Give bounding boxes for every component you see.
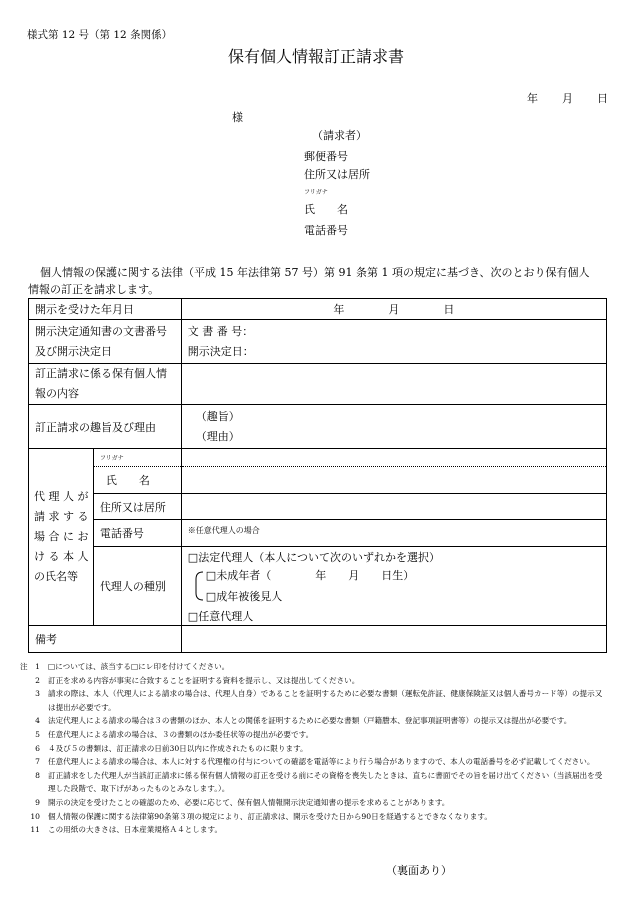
info-label-line: 訂正請求に係る保有個人情 bbox=[35, 367, 167, 380]
minor-checkbox[interactable]: □未成年者（ 年 月 日生） bbox=[205, 569, 415, 582]
note-number: 6 bbox=[35, 743, 40, 753]
table-row bbox=[29, 405, 607, 449]
date-month: 月 bbox=[562, 92, 573, 105]
agent-label-line: の氏名等 bbox=[34, 570, 78, 583]
note-item bbox=[8, 823, 608, 837]
note-item bbox=[8, 714, 608, 728]
note-text: 請求の際は、本人（代理人による請求の場合は、代理人自身）であることを証明するために必要な書類（運転免許証、健康保険証又は個人番号カード等）の提示又は提出が必要です。 bbox=[48, 689, 603, 712]
agent-name-field[interactable] bbox=[181, 467, 606, 494]
info-content-field[interactable] bbox=[181, 364, 606, 405]
legal-agent-checkbox[interactable]: □法定代理人（本人について次のいずれかを選択） bbox=[187, 551, 440, 564]
voluntary-agent-checkbox[interactable]: □任意代理人 bbox=[187, 610, 254, 623]
agent-label-line: 代 理 人 が bbox=[34, 490, 89, 503]
agent-phone-label: 電話番号 bbox=[93, 520, 181, 547]
agent-phone-note[interactable]: ※任意代理人の場合 bbox=[181, 520, 606, 547]
table-row bbox=[29, 299, 607, 320]
table-row bbox=[29, 494, 607, 520]
notice-label bbox=[29, 320, 182, 364]
note-item bbox=[8, 742, 608, 756]
notice-label-line: 及び開示決定日 bbox=[35, 344, 112, 358]
note-number: 3 bbox=[35, 689, 40, 699]
table-row bbox=[29, 320, 607, 364]
note-item bbox=[8, 796, 608, 810]
table-row bbox=[29, 520, 607, 547]
notes-list bbox=[8, 660, 608, 837]
note-text: 訂正請求をした代理人が当該訂正請求に係る保有個人情報の訂正を受ける前にその資格を喪失したときは、直ちに書面でその旨を届け出てください（当該届出を受理した段階で、取下げがあったものとみなします。）。 bbox=[48, 770, 603, 794]
agent-section-label bbox=[29, 449, 94, 626]
note-text: 訂正を求める内容が事実に合致することを証明する資料を提示し、又は提出してください。 bbox=[48, 675, 360, 685]
agent-label-line: 場 合 に お bbox=[34, 530, 89, 543]
phone-label: 電話番号 bbox=[304, 224, 348, 237]
decision-date-field: 開示決定日： bbox=[187, 344, 254, 358]
note-text: 任意代理人による請求の場合は、本人に対する代理権の付与についての確認を電話等により行う場合がありますので、本人の電話番号を必ず記載してください。 bbox=[48, 757, 595, 767]
note-number: 5 bbox=[35, 729, 40, 739]
request-form-table bbox=[28, 298, 607, 653]
reason-sub-label: （理由） bbox=[195, 429, 240, 443]
agent-address-field[interactable] bbox=[181, 494, 606, 520]
note-text: 法定代理人による請求の場合は３の書類のほか、本人との関係を証明するために必要な書類（戸籍謄本、登記事項証明書等）の提示又は提出が必要です。 bbox=[48, 716, 572, 726]
notice-fields[interactable] bbox=[181, 320, 606, 364]
info-label-line: 報の内容 bbox=[35, 387, 79, 400]
note-text: ４及び５の書類は、訂正請求の日前30日以内に作成されたものに限ります。 bbox=[48, 743, 308, 753]
table-row bbox=[29, 449, 607, 467]
note-number: 11 bbox=[30, 825, 40, 835]
remarks-label: 備考 bbox=[29, 626, 182, 653]
form-number: 様式第 12 号（第 12 条関係） bbox=[27, 29, 173, 41]
date-day: 日 bbox=[597, 92, 608, 105]
note-item bbox=[8, 674, 608, 688]
postal-code-label: 郵便番号 bbox=[304, 150, 348, 163]
reason-field[interactable] bbox=[181, 405, 606, 449]
date-year: 年 bbox=[527, 92, 538, 105]
requester-heading: （請求者） bbox=[312, 129, 367, 142]
note-text: 開示の決定を受けたことの確認のため、必要に応じて、保有個人情報開示決定通知書の提示を求めることがあります。 bbox=[48, 797, 450, 807]
table-row bbox=[29, 547, 607, 626]
agent-label-line: 請 求 す る bbox=[34, 510, 89, 523]
note-item bbox=[8, 728, 608, 742]
note-item bbox=[8, 660, 608, 674]
table-row bbox=[29, 364, 607, 405]
notice-label-line: 開示決定通知書の文書番号 bbox=[35, 324, 167, 338]
see-back-note: （裏面あり） bbox=[386, 864, 452, 877]
note-number: 9 bbox=[35, 797, 40, 807]
disclosure-date-value[interactable]: 年 月 日 bbox=[181, 299, 606, 320]
note-text: □については、該当する□にレ印を付けてください。 bbox=[48, 662, 230, 671]
note-text: 個人情報の保護に関する法律第90条第３項の規定により、訂正請求は、開示を受けた日から90日を経過するとできなくなります。 bbox=[48, 811, 492, 821]
intro-line-2: 情報の訂正を請求します。 bbox=[28, 283, 160, 296]
note-item bbox=[8, 810, 608, 824]
note-number: 8 bbox=[35, 770, 40, 780]
reason-label: 訂正請求の趣旨及び理由 bbox=[29, 405, 182, 449]
document-title: 保有個人情報訂正請求書 bbox=[228, 47, 405, 66]
note-number: 10 bbox=[30, 811, 40, 821]
note-item bbox=[8, 755, 608, 769]
note-item bbox=[8, 769, 608, 796]
intro-line-1: 個人情報の保護に関する法律（平成 15 年法律第 57 号）第 91 条第 1 項の規定に基づき、次のとおり保有個人 bbox=[40, 266, 590, 279]
agent-furigana-label: フリガナ bbox=[93, 449, 181, 467]
adult-ward-checkbox[interactable]: □成年被後見人 bbox=[205, 590, 283, 603]
bracket-icon bbox=[194, 571, 204, 601]
agent-furigana-field[interactable] bbox=[181, 449, 606, 467]
disclosure-date-label: 開示を受けた年月日 bbox=[29, 299, 182, 320]
remarks-field[interactable] bbox=[181, 626, 606, 653]
agent-type-label: 代理人の種別 bbox=[93, 547, 181, 626]
note-text: この用紙の大きさは、日本産業規格Ａ４とします。 bbox=[48, 825, 223, 835]
note-number: 2 bbox=[35, 675, 40, 685]
note-number: 7 bbox=[35, 757, 40, 767]
agent-label-line: け る 本 人 bbox=[34, 550, 89, 563]
table-row bbox=[29, 467, 607, 494]
info-content-label bbox=[29, 364, 182, 405]
doc-number-field: 文 書 番 号： bbox=[187, 324, 254, 338]
purpose-label: （趣旨） bbox=[195, 409, 240, 423]
note-number: 注 1 bbox=[19, 662, 40, 671]
furigana-label: フリガナ bbox=[304, 189, 328, 196]
name-label: 氏 名 bbox=[304, 203, 348, 216]
note-item bbox=[8, 687, 608, 714]
addressee-suffix: 様 bbox=[232, 111, 243, 124]
address-label: 住所又は居所 bbox=[304, 168, 370, 181]
agent-type-options bbox=[181, 547, 606, 626]
note-text: 任意代理人による請求の場合は、３の書類のほか委任状等の提出が必要です。 bbox=[48, 729, 314, 739]
agent-name-label: 氏 名 bbox=[93, 467, 181, 494]
note-number: 4 bbox=[35, 716, 40, 726]
agent-address-label: 住所又は居所 bbox=[93, 494, 181, 520]
table-row bbox=[29, 626, 607, 653]
